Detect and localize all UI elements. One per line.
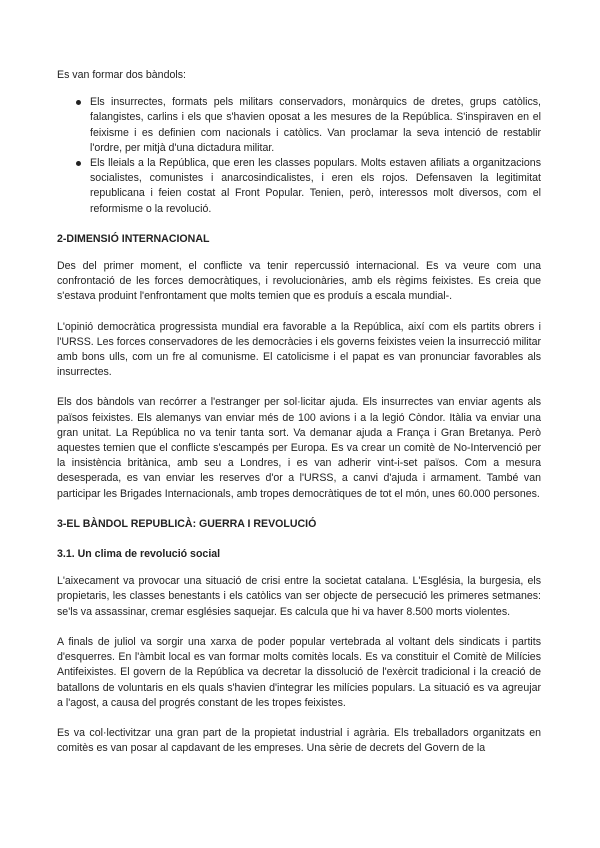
section-heading-republican: 3-EL BÀNDOL REPUBLICÀ: GUERRA I REVOLUCIÓ — [57, 517, 317, 530]
section-heading-international: 2-DIMENSIÓ INTERNACIONAL — [57, 232, 210, 245]
document-body — [57, 68, 541, 756]
paragraph: Es va col·lectivitzar una gran part de la propietat industrial i agrària. Els treballadors organitzats en comitès es van posar al capdavant de les empreses. Una sèrie de decrets del Govern de la — [57, 726, 541, 755]
paragraph: Des del primer moment, el conflicte va tenir repercussió internacional. Es va veure com una confrontació de les forces democràtiques, i revolucionàries, amb els règims feixistes. Es creia que s'estava produint l'enfrontament que molts temien que es produís a escala mundial-. — [57, 260, 541, 303]
list-item — [57, 95, 541, 156]
list-item — [57, 156, 541, 217]
paragraph: Els dos bàndols van recórrer a l'estranger per sol·licitar ajuda. Els insurrectes van enviar agents als països feixistes. Els alemanys van enviar més de 100 avions i a la legió Còndor. Itàlia va enviar una gran unitat. La República no va tenir tanta sort. Va demanar ajuda a França i Gran Bretanya. Però aquestes temien que el conflicte s'escampés per Europa. Es va crear un comitè de No-Intervenció per la insistència britànica, amb seu a Londres, i es van adherir vint-i-set països. Com a mesura desesperada, es van enviar les reserves d'or a l'URSS, a canvi d'ajuda i armament. També van participar les Brigades Internacionals, amb tropes democràtiques de tot el món, unes 60.000 persones. — [57, 396, 541, 500]
paragraph: A finals de juliol va sorgir una xarxa de poder popular vertebrada al voltant dels sindicats i partits d'esquerres. En l'àmbit local es van formar molts comitès locals. Es va constituir el Comitè de Milícies Antifeixistes. El govern de la República va decretar la dissolució de l'exèrcit tradicional i la creació de batallons de voluntaris en els quals s'havien d'integrar les milícies populars. La situació es va agreujar a l'agost, a causa del progrés constant de les tropes feixistes. — [57, 635, 541, 709]
bullet-icon — [76, 100, 81, 105]
paragraph: L'opinió democràtica progressista mundial era favorable a la República, així com els partits obrers i l'URSS. Les forces conservadores de les democràcies i els governs feixistes veien la insurrecció militar amb bons ulls, com un fre al comunisme. El catolicisme i el papat es van pronunciar favorables als insurrectes. — [57, 320, 541, 379]
list-item-text: Els insurrectes, formats pels militars conservadors, monàrquics de dretes, grups catòlics, falangistes, carlins i els que s'havien oposat a les mesures de la República. S'inspiraven en el feixisme i es definien com nacionals i catòlics. Van proclamar la seva intenció de restablir l'ordre, per mitjà d'una dictadura militar. — [90, 96, 541, 154]
sides-list — [57, 95, 541, 217]
bullet-icon — [76, 161, 81, 166]
list-item-text: Els lleials a la República, que eren les classes populars. Molts estaven afiliats a organitzacions socialistes, comunistes i anarcosindicalistes, i eren els rojos. Defensaven la legitimitat republicana i feien costat al Front Popular. Tenien, però, interessos molt diversos, com el reformisme o la revolució. — [90, 157, 541, 215]
intro-text: Es van formar dos bàndols: — [57, 69, 186, 81]
paragraph: L'aixecament va provocar una situació de crisi entre la societat catalana. L'Església, la burgesia, els propietaris, les classes benestants i els catòlics van ser objecte de persecució les primeres setmanes: se'ls va assassinar, cremar esglésies saquejar. Es calcula que hi va haver 8.500 morts violentes. — [57, 575, 541, 618]
subsection-heading: 3.1. Un clima de revolució social — [57, 548, 221, 561]
